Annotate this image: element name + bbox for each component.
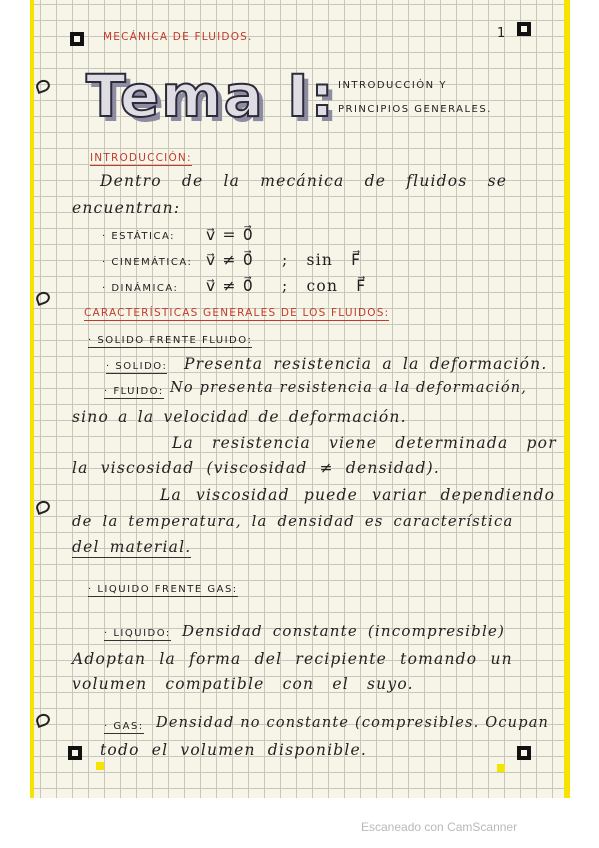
- corner-marker-bottom-left: [68, 746, 82, 760]
- general-heading: CARACTERÍSTICAS GENERALES DE LOS FLUIDOS:: [84, 307, 390, 319]
- scanner-watermark: Escaneado con CamScanner: [361, 820, 518, 834]
- corner-marker-top-left: [70, 32, 84, 46]
- intro-item-formula: v⃗ ≠ 0⃗: [206, 277, 254, 295]
- fluido-text: No presenta resistencia a la deformación,: [170, 380, 528, 396]
- intro-item-formula: v⃗ ≠ 0⃗: [206, 251, 254, 269]
- yellow-square: [497, 764, 505, 772]
- body-line: Adoptan la forma del recipiente tomando un: [72, 650, 513, 668]
- page-number: 1: [497, 26, 506, 41]
- page-title: Tema I:: [86, 62, 336, 130]
- intro-heading: INTRODUCCIÓN:: [90, 152, 192, 164]
- solido-label: · SOLIDO:: [106, 361, 168, 372]
- intro-item-label: · ESTÁTICA:: [102, 231, 175, 242]
- body-line: del material.: [72, 538, 192, 556]
- intro-item-formula: v⃗ = 0⃗: [206, 226, 254, 244]
- title-subtitle-line2: PRINCIPIOS GENERALES.: [338, 104, 492, 115]
- intro-line: encuentran:: [72, 199, 181, 217]
- solid-vs-fluid-heading: · SOLIDO FRENTE FLUIDO:: [88, 335, 253, 346]
- solido-text: Presenta resistencia a la deformación.: [184, 355, 548, 373]
- body-line: de la temperatura, la densidad es característica: [72, 513, 514, 530]
- gas-text: Densidad no constante (compresibles. Ocupan: [156, 715, 550, 731]
- body-line: la viscosidad (viscosidad ≠ densidad).: [72, 459, 440, 477]
- liquido-label: · LIQUIDO:: [104, 628, 171, 639]
- body-line: La viscosidad puede variar dependiendo: [160, 486, 556, 504]
- subject-heading: MECÁNICA DE FLUIDOS.: [103, 31, 253, 43]
- intro-item-extra: ; sin F⃗: [282, 251, 362, 269]
- body-line: volumen compatible con el suyo.: [72, 675, 414, 693]
- title-subtitle-line1: INTRODUCCIÓN Y: [338, 80, 447, 91]
- intro-item-label: · DINÁMICA:: [102, 283, 179, 294]
- liquid-vs-gas-heading: · LIQUIDO FRENTE GAS:: [88, 584, 238, 595]
- liquido-text: Densidad constante (incompresible): [182, 622, 506, 640]
- body-line: sino a la velocidad de deformación.: [72, 408, 407, 426]
- body-line: todo el volumen disponible.: [100, 741, 368, 759]
- corner-marker-top-right: [517, 22, 531, 36]
- fluido-label: · FLUIDO:: [104, 386, 164, 397]
- gas-label: · GAS:: [104, 721, 144, 732]
- corner-marker-bottom-right: [517, 746, 531, 760]
- intro-line: Dentro de la mecánica de fluidos se: [100, 172, 508, 190]
- yellow-square: [96, 762, 104, 770]
- intro-item-label: · CINEMÁTICA:: [102, 257, 193, 268]
- body-line: La resistencia viene determinada por: [172, 434, 557, 452]
- intro-item-extra: ; con F⃗: [282, 277, 367, 295]
